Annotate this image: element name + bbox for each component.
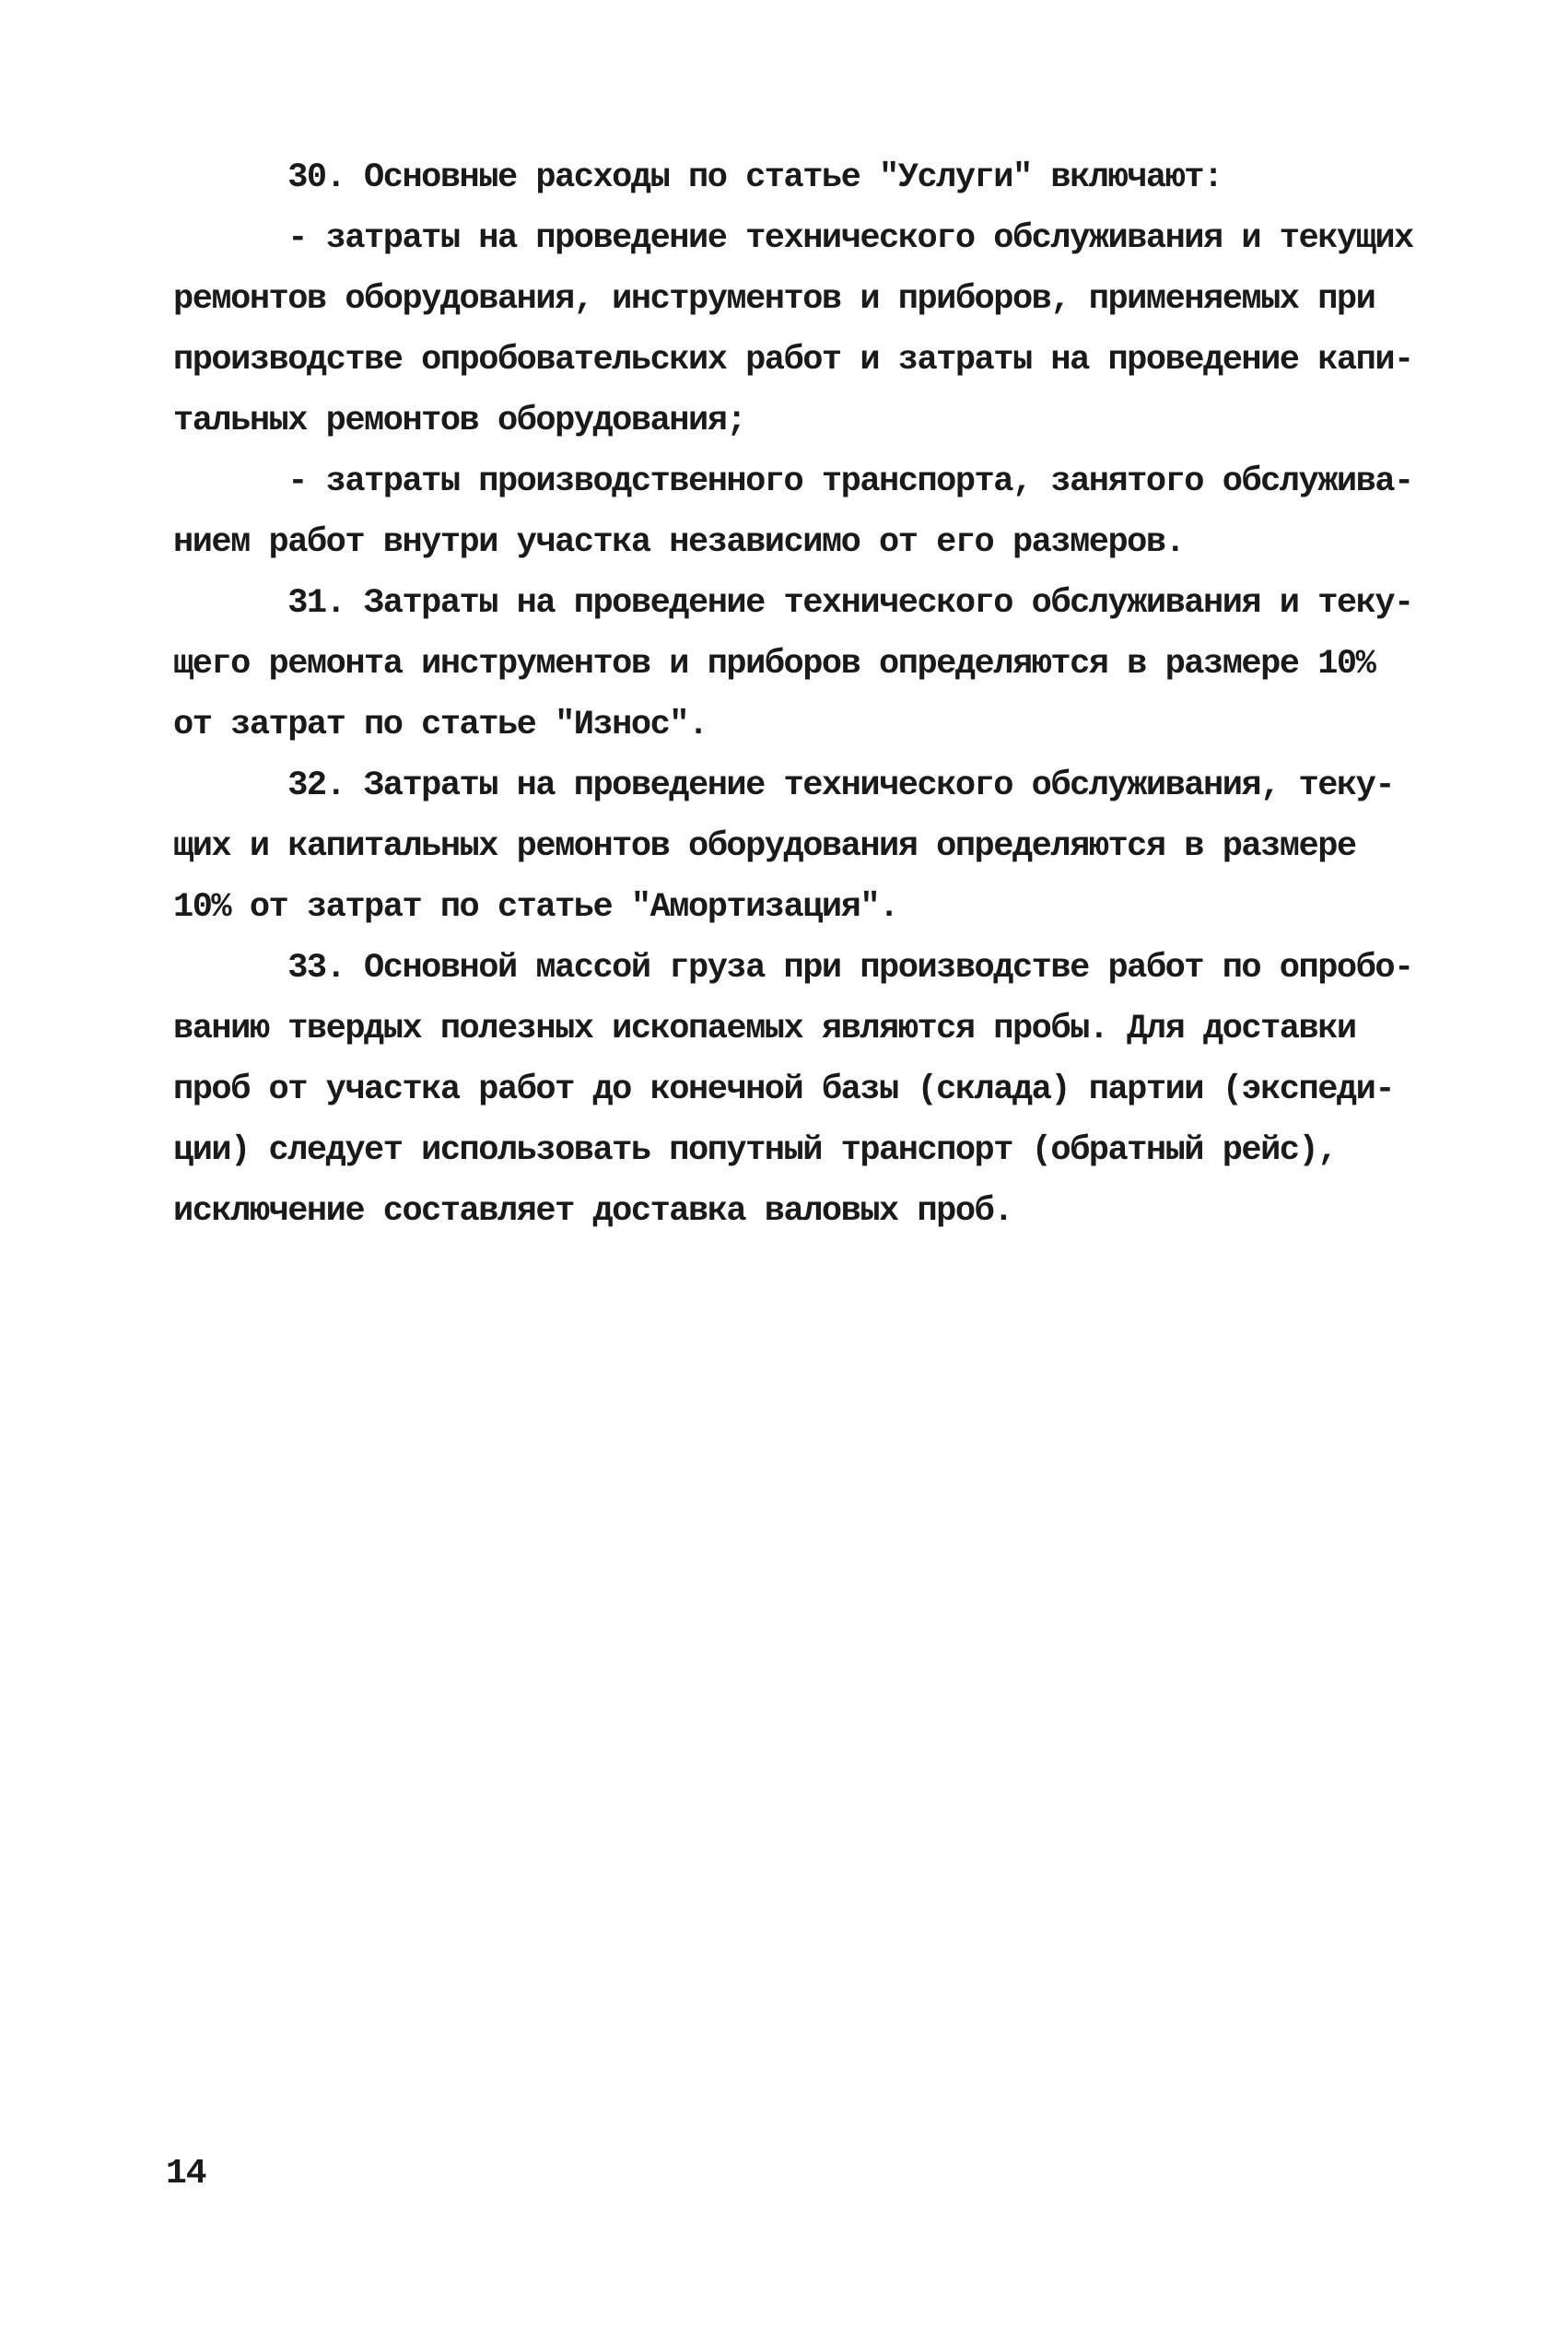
text-line: нием работ внутри участка независимо от его размеров.	[173, 523, 1185, 562]
text-line: - затраты производственного транспорта, занятого обслужива-	[173, 462, 1413, 501]
text-line: исключение составляет доставка валовых проб.	[173, 1192, 1012, 1231]
text-line: 31. Затраты на проведение технического обслуживания и теку-	[173, 584, 1413, 623]
text-line: ванию твердых полезных ископаемых являются пробы. Для доставки	[173, 1010, 1356, 1048]
text-line: ремонтов оборудования, инструментов и приборов, применяемых при	[173, 280, 1375, 319]
text-line: 30. Основные расходы по статье "Услуги" включают:	[173, 158, 1223, 197]
text-line: проб от участка работ до конечной базы (склада) партии (экспеди-	[173, 1070, 1395, 1109]
text-line: ции) следует использовать попутный транспорт (обратный рейс),	[173, 1131, 1337, 1170]
text-line: 32. Затраты на проведение технического обслуживания, теку-	[173, 766, 1395, 805]
page-number: 14	[166, 2154, 206, 2193]
text-line: щих и капитальных ремонтов оборудования определяются в размере	[173, 827, 1356, 866]
text-line: производстве опробовательских работ и затраты на проведение капи-	[173, 341, 1413, 380]
text-line: тальных ремонтов оборудования;	[173, 402, 746, 440]
text-line: 10% от затрат по статье "Амортизация".	[173, 888, 898, 927]
text-line: - затраты на проведение технического обслуживания и текущих	[173, 219, 1413, 258]
body-text	[173, 147, 1413, 1242]
text-line: щего ремонта инструментов и приборов определяются в размере 10%	[173, 645, 1375, 684]
text-line: 33. Основной массой груза при производстве работ по опробо-	[173, 949, 1413, 988]
text-line: от затрат по статье "Износ".	[173, 706, 708, 744]
